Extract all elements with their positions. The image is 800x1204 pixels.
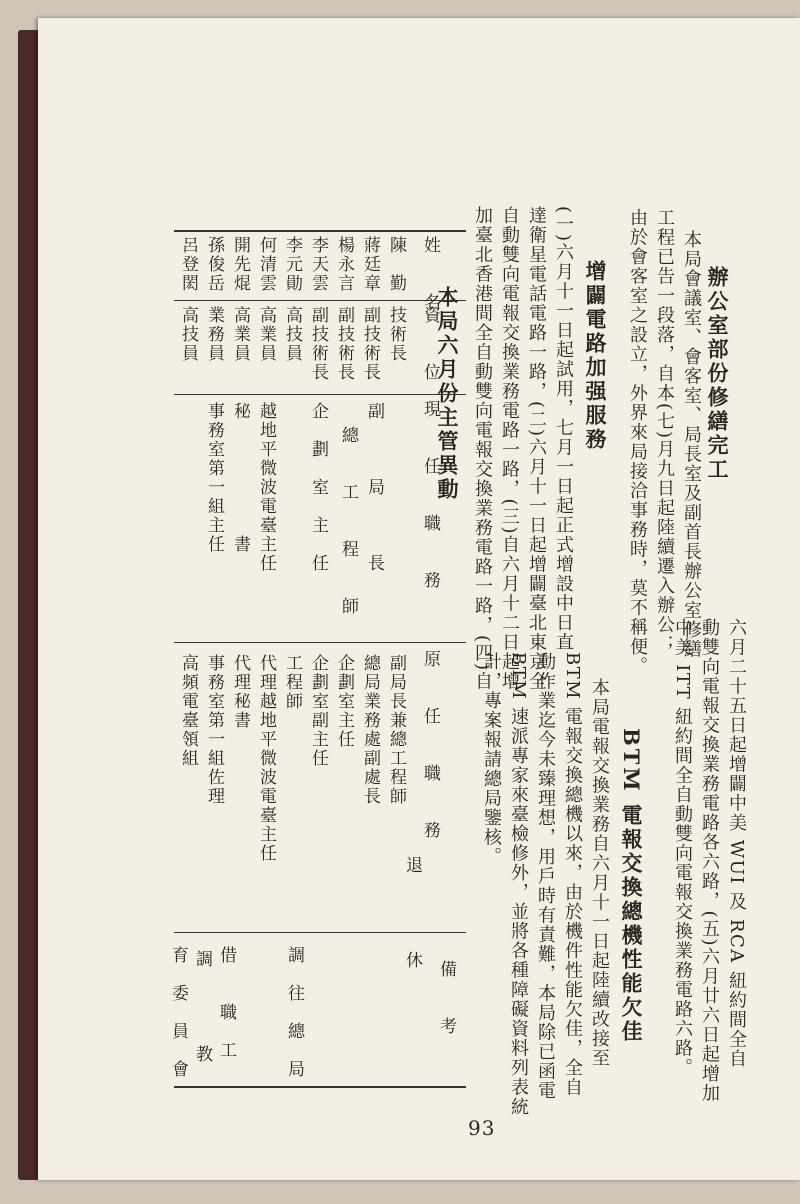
header-name: 姓 名 (420, 236, 440, 312)
text-line: 中美 ITT 紐約間全自動雙向電報交換業務電路六路。 (672, 618, 693, 1078)
table-cell-grade: 高業員 (230, 306, 250, 363)
table-cell-current: 副 局 長 (364, 402, 384, 573)
text-line: BTM 電報交換總機以來，由於機件性能欠佳，全自 (562, 652, 583, 1098)
table-cell-remark: 調 教 (192, 950, 212, 1064)
table-cell-name: 楊永言 (334, 236, 354, 293)
text-line: 動作業迄今未臻理想，用戶時有責難，本局除已函電 (535, 652, 556, 1101)
page-number: 93 (468, 1116, 496, 1140)
book-page (38, 18, 800, 1180)
text-line: 動雙向電報交換業務電路各六路，(五)六月廿六日起增加 (699, 618, 720, 1104)
table-cell-former: 代理越地平微波電臺主任 (256, 654, 276, 863)
table-title: 本局六月份主管異動 (435, 286, 460, 502)
text-line: 達衛星電話電路一路，(二)六月十一日起增闢臺北東京全 (526, 206, 547, 692)
table-cell-name: 何清雲 (256, 236, 276, 293)
table-cell-name: 孫俊岳 (204, 236, 224, 293)
text-line: 六月二十五日起增闢中美 WUI 及 RCA 紐約間全自 (726, 618, 747, 1069)
table-cell-name: 陳 勤 (386, 236, 406, 293)
table-cell-former: 高頻電臺領組 (178, 654, 198, 768)
table-cell-grade: 技術長 (386, 306, 406, 363)
table-rule (174, 1086, 466, 1088)
header-former-post: 原 任 職 務 (420, 650, 440, 840)
table-cell-current: 總 工 程 師 (338, 426, 358, 616)
section-title-btm: BTM 電報交換總機性能欠佳 (619, 728, 644, 1044)
table-cell-current: 秘 書 (230, 402, 250, 554)
header-grade: 資 位 (420, 306, 440, 382)
text-line: 本局會議室、會客室、局長室及副首長辦公室修繕 (681, 230, 702, 659)
table-cell-grade: 高技員 (178, 306, 198, 363)
table-cell-remark: 育 委 員 會 (168, 946, 188, 1079)
table-cell-former: 總局業務處副處長 (360, 654, 380, 806)
table-cell-name: 呂登閎 (178, 236, 198, 293)
table-cell-name: 蔣廷章 (360, 236, 380, 293)
table-cell-name: 李元勛 (282, 236, 302, 293)
text-line: 本局電報交換業務自六月十一日起陸續改接至 (589, 678, 610, 1068)
table-cell-remark: 退 休 (402, 856, 422, 970)
section-title-office-renovation: 辦公室部份修繕完工 (705, 266, 730, 482)
personnel-change-table (168, 230, 466, 1088)
table-cell-former: 副局長兼總工程師 (386, 654, 406, 806)
table-cell-former: 企劃室主任 (334, 654, 354, 749)
table-cell-current: 越地平微波電臺主任 (256, 402, 276, 573)
text-line: 工程已告一段落，自本(七)月九日起陸續遷入辦公； (654, 208, 675, 655)
text-line: 由於會客室之設立，外界來局接洽事務時，莫不稱便。 (627, 208, 648, 676)
table-cell-grade: 業務員 (204, 306, 224, 363)
table-cell-grade: 高業員 (256, 306, 276, 363)
table-cell-grade: 副技術長 (360, 306, 380, 382)
text-line: 計，專案報請總局鑒核。 (481, 652, 502, 867)
table-rule (174, 394, 466, 395)
table-cell-current: 事務室第一組主任 (204, 402, 224, 554)
table-cell-grade: 副技術長 (308, 306, 328, 382)
table-cell-grade: 高技員 (282, 306, 302, 363)
table-cell-former: 工程師 (282, 654, 302, 711)
text-line: 加臺北香港間全自動雙向電報交換業務電路一路，(四)自 (472, 206, 493, 692)
table-cell-grade: 副技術長 (334, 306, 354, 382)
table-rule (174, 230, 466, 232)
text-line: BTM 速派專家來臺檢修外，並將各種障礙資料列表統 (508, 652, 529, 1117)
text-line: 自動雙向電報交換業務電路一路，(三)自六月十二日起增 (499, 206, 520, 692)
table-cell-name: 李天雲 (308, 236, 328, 293)
table-rule (174, 642, 466, 643)
table-cell-current: 企 劃 室 主 任 (308, 402, 328, 573)
text-line: (一)六月十一日起試用，七月一日起正式增設中日直 (553, 206, 574, 653)
header-remark: 備 考 (436, 960, 456, 1036)
section-title-circuits: 增闢電路加强服務 (583, 260, 608, 452)
table-cell-former: 企劃室副主任 (308, 654, 328, 768)
table-cell-former: 事務室第一組佐理 (204, 654, 224, 806)
table-cell-remark: 借 職 工 (216, 946, 236, 1060)
table-cell-name: 開先焜 (230, 236, 250, 293)
header-current-post: 現 任 職 務 (420, 400, 440, 590)
table-cell-former: 代理秘書 (230, 654, 250, 730)
table-cell-remark: 調 往 總 局 (284, 946, 304, 1079)
